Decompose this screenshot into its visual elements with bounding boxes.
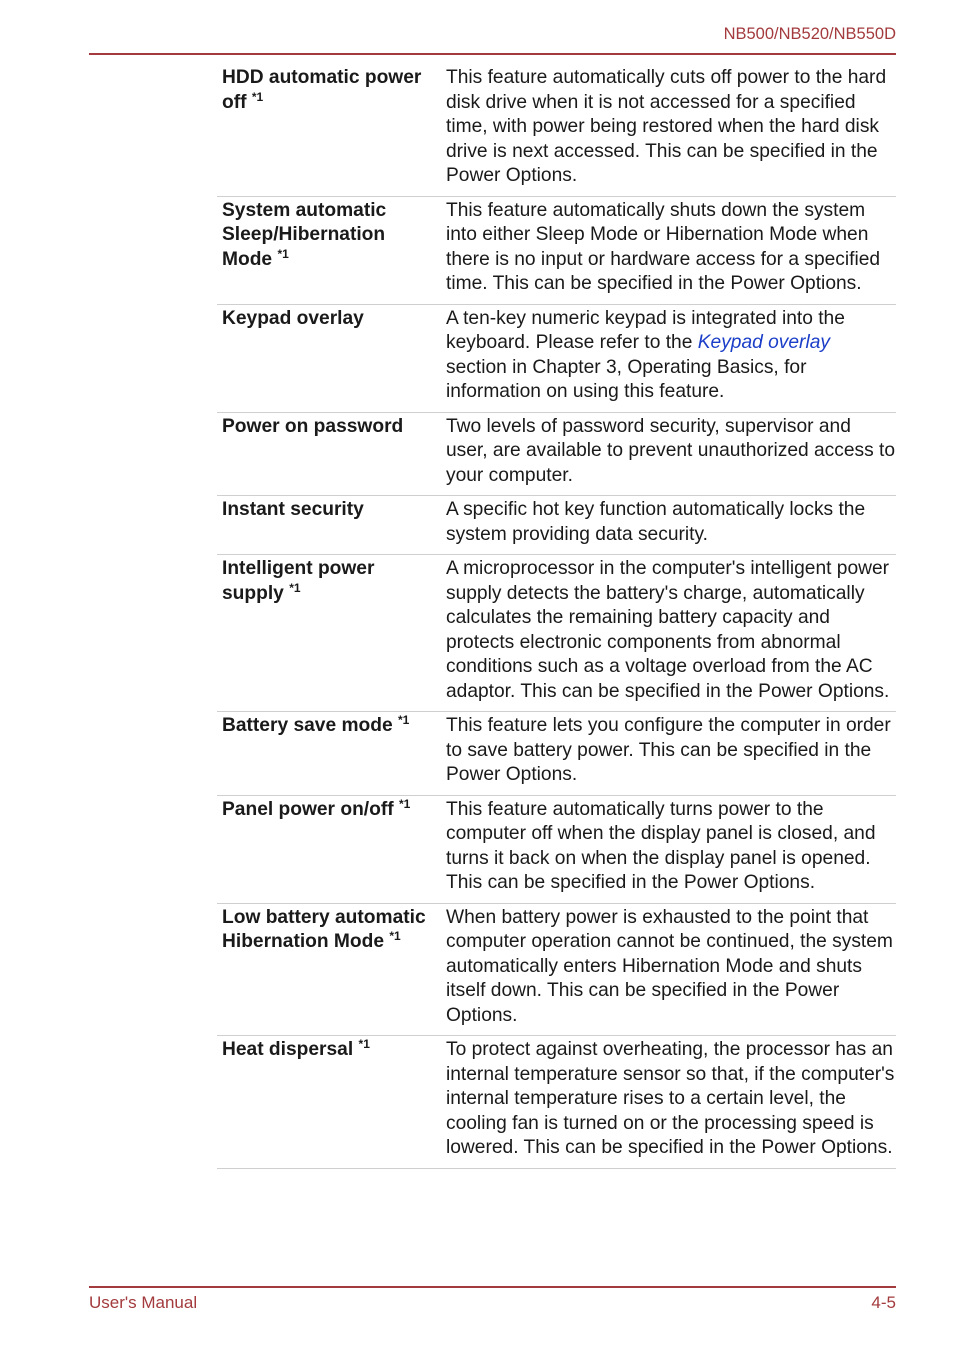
feature-description: To protect against overheating, the processor has an internal temperature sensor so that, if the computer's internal temperature rises to a certain level, the cooling fan is turned on or the processing speed is lowered. This can be specified in the Power Options. — [441, 1036, 896, 1169]
table-row — [217, 304, 896, 412]
table-row — [217, 795, 896, 903]
table-row — [217, 64, 896, 196]
feature-description: A microprocessor in the computer's intelligent power supply detects the battery's charge, automatically calculates the remaining battery capacity and protects electronic components from abnormal conditions such as a voltage overload from the AC adaptor. This can be specified in the Power Options. — [441, 555, 896, 712]
feature-term: System automatic Sleep/Hibernation Mode $^{*1}$ — [217, 196, 441, 304]
feature-term: Battery save mode $^{*1}$ — [217, 712, 441, 796]
feature-description: A specific hot key function automatically locks the system providing data security. — [441, 496, 896, 555]
feature-term: Instant security — [217, 496, 441, 555]
table-row — [217, 712, 896, 796]
feature-description: This feature automatically shuts down the system into either Sleep Mode or Hibernation Mode when there is no input or hardware access for a specified time. This can be specified in the Power Options. — [441, 196, 896, 304]
footer-page-number: 4-5 — [871, 1293, 896, 1312]
feature-term: Keypad overlay — [217, 304, 441, 412]
table-row — [217, 903, 896, 1036]
feature-description: A ten-key numeric keypad is integrated into the keyboard. Please refer to the Keypad overlay section in Chapter 3, Operating Basics, for information on using this feature. — [441, 304, 896, 412]
feature-term: Low battery automatic Hibernation Mode $^{*1}$ — [217, 903, 441, 1036]
keypad-overlay-link[interactable]: Keypad overlay — [697, 332, 830, 353]
table-row — [217, 555, 896, 712]
feature-description: This feature automatically turns power to the computer off when the display panel is closed, and turns it back on when the display panel is opened. This can be specified in the Power Options. — [441, 795, 896, 903]
header-rule — [89, 53, 896, 55]
feature-term: HDD automatic power off $^{*1}$ — [217, 64, 441, 196]
footer-rule — [89, 1286, 896, 1288]
table-row — [217, 1036, 896, 1169]
footer-manual-title: User's Manual — [89, 1293, 198, 1312]
header-model-title: NB500/NB520/NB550D — [723, 25, 896, 43]
feature-term: Heat dispersal $^{*1}$ — [217, 1036, 441, 1169]
feature-description: This feature automatically cuts off power to the hard disk drive when it is not accessed for a specified time, with power being restored when the hard disk drive is next accessed. This can be specified in the Power Options. — [441, 64, 896, 196]
table-row — [217, 196, 896, 304]
feature-term: Intelligent power supply $^{*1}$ — [217, 555, 441, 712]
feature-term: Panel power on/off $^{*1}$ — [217, 795, 441, 903]
feature-table — [217, 64, 896, 1169]
feature-description: Two levels of password security, supervisor and user, are available to prevent unauthorized access to your computer. — [441, 412, 896, 496]
feature-description: This feature lets you configure the computer in order to save battery power. This can be specified in the Power Options. — [441, 712, 896, 796]
table-row — [217, 496, 896, 555]
feature-term: Power on password — [217, 412, 441, 496]
feature-description: When battery power is exhausted to the point that computer operation cannot be continued, the system automatically enters Hibernation Mode and shuts itself down. This can be specified in the Power Options. — [441, 903, 896, 1036]
table-row — [217, 412, 896, 496]
